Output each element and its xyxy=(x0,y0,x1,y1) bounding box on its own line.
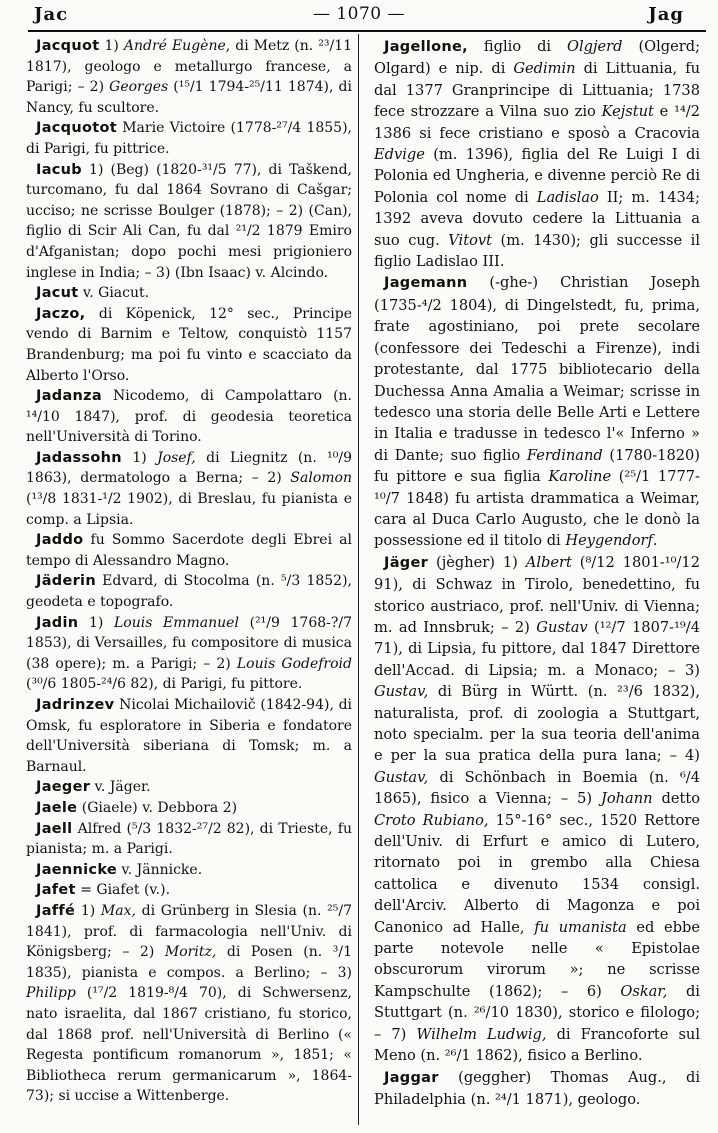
entry-headword: Jaddo xyxy=(36,532,84,549)
entry-text: figlio di Olgjerd (Olgerd; Olgard) e nip. di Gedimin di Littuania, fu dal 1377 Granprincipe di Littuania; 1738 fece strozzare a Vilna suo zio Kejstut e ¹⁴/2 1386 si fece cristiano e sposò a Cracovia Edvige (m. 1396), figlia del Re Luigi I di Polonia ed Ungheria, e divenne perciò Re di Polonia col nome di Ladislao II; m. 1434; 1392 aveva dovuto cedere la Littuania a suo cug. Vitovt (m. 1430); gli successe il figlio Ladislao III. xyxy=(374,38,700,271)
dictionary-entry xyxy=(26,819,352,860)
dictionary-entry xyxy=(374,1067,700,1111)
entry-headword: Jacut xyxy=(36,285,79,302)
dictionary-entry xyxy=(26,118,352,159)
page-number: — 1070 — xyxy=(312,4,406,24)
entry-text: (geggher) Thomas Aug., di Philadelphia (n. ²⁴/1 1871), geologo. xyxy=(374,1068,700,1108)
entry-text: (jègher) 1) Albert (⁸/12 1801-¹⁰/12 91), di Schwaz in Tirolo, benedettino, fu storico austriaco, prof. nell'Univ. di Vienna; m. ad Innsbruk; – 2) Gustav (¹²/7 1807-¹⁹/4 71), di Lipsia, fu pittore, dal 1847 Direttore dell'Accad. di Lipsia; m. a Monaco; – 3) Gustav, di Bürg in Württ. (n. ²³/6 1832), naturalista, prof. di zoologia a Stuttgart, noto specialm. per la sua teoria dell'anima e per la sua pratica della pura lana; – 4) Gustav, di Schönbach in Boemia (n. ⁶/4 1865), fisico a Vienna; – 5) Johann detto Croto Rubiano, 15°-16° sec., 1520 Rettore dell'Univ. di Erfurt e amico di Lutero, ritornato poi in grembo alla Chiesa cattolica e divenuto 1534 consigl. dell'Arciv. Alberto di Magonza e poi Canonico ad Halle, fu umanista ed ebbe parte notevole nelle « Epistolae obscurorum virorum »; ne scrisse Kampschulte (1862); – 6) Oskar, di Stuttgart (n. ²⁶/10 1830), storico e filologo; – 7) Wilhelm Ludwig, di Francoforte sul Meno (n. ²⁶/1 1862), fisico a Berlino. xyxy=(374,553,700,1065)
entry-headword: Jaeger xyxy=(36,779,91,796)
dictionary-entry xyxy=(26,571,352,612)
dictionary-entry xyxy=(26,880,352,901)
entry-text: v. Jännicke. xyxy=(121,861,203,878)
dictionary-entry xyxy=(26,860,352,881)
header-left-guide-word: Jac xyxy=(34,4,69,25)
entry-headword: Jadin xyxy=(36,614,79,631)
header-right-guide-word: Jag xyxy=(648,4,684,25)
dictionary-entry xyxy=(26,901,352,1107)
entry-text: (Giaele) v. Debbora 2) xyxy=(81,799,238,816)
entry-text: fu Sommo Sacerdote degli Ebrei al tempo di Alessandro Magno. xyxy=(26,532,352,569)
header-rule xyxy=(28,30,706,32)
dictionary-entry xyxy=(26,304,352,386)
dictionary-entry xyxy=(26,530,352,571)
entry-headword: Jaggar xyxy=(384,1069,439,1086)
entry-text: Nicodemo, di Campolattaro (n. ¹⁴/10 1847), prof. di geodesia teoretica nell'Università di Torino. xyxy=(26,388,352,446)
right-column xyxy=(374,36,700,1127)
entry-headword: Jäderin xyxy=(36,573,96,590)
entry-headword: Jaczo, xyxy=(36,305,86,322)
dictionary-entry xyxy=(26,283,352,304)
entry-text: v. Jäger. xyxy=(94,779,151,796)
entry-headword: Jaffé xyxy=(36,902,76,919)
dictionary-entry xyxy=(374,272,700,551)
entry-text: di Köpenick, 12° sec., Principe vendo di Barnim e Teltow, conquistò 1157 Brandenburg; ma poi fu vinto e scacciato da Alberto l'Orso. xyxy=(26,305,352,384)
entry-text: 1) Max, di Grünberg in Slesia (n. ²⁵/7 1841), prof. di farmacologia nell'Univ. di Königsberg; – 2) Moritz, di Posen (n. ³/1 1835), pianista e compos. a Berlino; – 3) Philipp (¹⁷/2 1819-⁸/4 70), di Schwersenz, nato israelita, dal 1867 cristiano, fu storico, dal 1868 prof. nell'Università di Berlino (« Regesta pontificum romanorum », 1851; « Bibliotheca rerum germanicarum », 1864-73); si uccise a Wittenberge. xyxy=(26,902,352,1105)
entry-text: Nicolai Michailovič (1842-94), di Omsk, fu esploratore in Siberia e fondatore dell'Università siberiana di Tomsk; m. a Barnaul. xyxy=(26,697,352,775)
dictionary-entry xyxy=(26,160,352,284)
dictionary-entry xyxy=(26,798,352,819)
entry-text: 1) Josef, di Liegnitz (n. ¹⁰/9 1863), dermatologo a Berna; – 2) Salomon (¹³/8 1831-¹/2 1902), di Breslau, fu pianista e comp. a Lipsia. xyxy=(26,449,352,528)
column-divider xyxy=(358,34,359,1125)
entry-headword: Jadassohn xyxy=(36,449,122,466)
entry-text: 1) André Eugène, di Metz (n. ²³/11 1817), geologo e metallurgo francese, a Parigi; – 2) Georges (¹⁵/1 1794-²⁵/11 1874), di Nancy, fu scultore. xyxy=(26,38,352,116)
entry-headword: Jagellone, xyxy=(384,39,468,55)
dictionary-entry xyxy=(26,386,352,448)
entry-text: v. Giacut. xyxy=(82,285,150,302)
entry-headword: Jacquotot xyxy=(36,120,117,137)
left-column xyxy=(26,36,352,1127)
dictionary-entry xyxy=(26,695,352,777)
dictionary-entry xyxy=(26,777,352,798)
dictionary-entry xyxy=(26,36,352,118)
dictionary-entry xyxy=(26,613,352,695)
entry-text: 1) Louis Emmanuel (²¹/9 1768-?/7 1853), di Versailles, fu compositore di musica (38 opere); m. a Parigi; – 2) Louis Godefroid (³⁰/6 1805-²⁴/6 82), di Parigi, fu pittore. xyxy=(26,614,352,693)
entry-headword: Jaele xyxy=(36,799,78,816)
entry-text: Edvard, di Stocolma (n. ⁵/3 1852), geodeta e topografo. xyxy=(26,573,352,611)
entry-text: 1) (Beg) (1820-³¹/5 77), di Taškend, turcomano, fu dal 1864 Sovrano di Cašgar; ucciso; ne scrisse Boulger (1878); – 2) (Can), figlio di Scir Ali Can, fu dal ²¹/2 1879 Emiro d'Afganistan; dopo pochi mesi prigioniero inglese in India; – 3) (Ibn Isaac) v. Alcindo. xyxy=(26,161,352,281)
page-header xyxy=(0,0,718,30)
entry-headword: Jaennicke xyxy=(36,861,118,878)
entry-text: (-ghe-) Christian Joseph (1735-⁴/2 1804), di Dingelstedt, fu, prima, frate agostiniano, poi prete secolare (confessore dei Tedeschi a Firenze), indi protestante, dal 1775 bibliotecario della Duchessa Anna Amalia a Weimar; scrisse in tedesco una storia delle Belle Arti e Lettere in Italia e tradusse in tedesco l'« Inferno » di Dante; suo figlio Ferdinand (1780-1820) fu pittore e sua figlia Karoline (²⁵/1 1777-¹⁰/7 1848) fu artista drammatica a Weimar, cara al Duca Carlo Augusto, che le donò la possessione ed il titolo di Heygendorf. xyxy=(374,274,700,550)
dictionary-entry xyxy=(374,552,700,1067)
entry-headword: Jafet xyxy=(36,882,76,899)
entry-text: = Giafet (v.). xyxy=(80,882,171,899)
entry-headword: Jagemann xyxy=(384,275,468,292)
entry-headword: Jadrinzev xyxy=(36,697,115,713)
entry-headword: Jäger xyxy=(384,554,429,571)
dictionary-entry xyxy=(374,36,700,272)
entry-headword: Jacquot xyxy=(36,38,100,54)
entry-headword: Iacub xyxy=(36,161,82,178)
entry-headword: Jadanza xyxy=(36,388,102,405)
entry-text: Marie Victoire (1778-²⁷/4 1855), di Parigi, fu pittrice. xyxy=(26,120,352,157)
dictionary-entry xyxy=(26,448,352,530)
entry-text: Alfred (⁵/3 1832-²⁷/2 82), di Trieste, fu pianista; m. a Parigi. xyxy=(26,820,352,858)
entry-headword: Jaell xyxy=(36,820,73,837)
